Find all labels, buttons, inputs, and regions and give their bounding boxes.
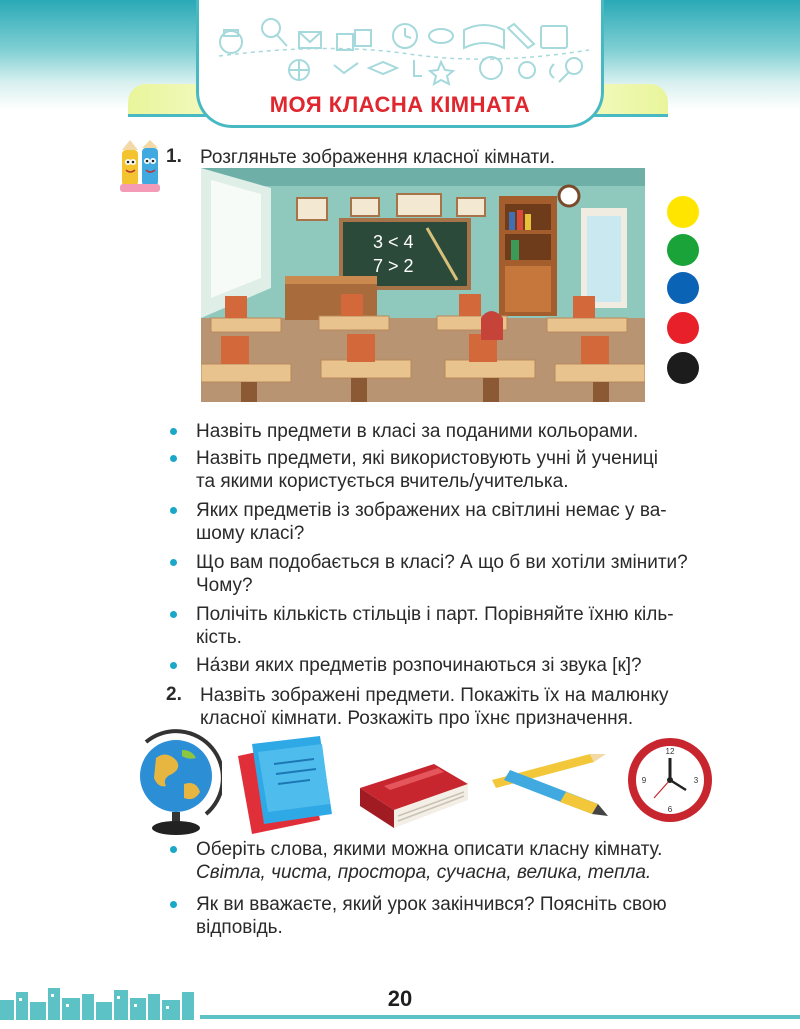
bullet-item: На́зви яких предметів розпочинаються зі звука [к]? (166, 654, 726, 677)
bullet-item: Що вам подобається в класі? А що б ви хотіли змінити? Чому? (166, 551, 726, 597)
notebooks-icon (234, 734, 340, 834)
school-objects (130, 728, 720, 838)
svg-text:3: 3 (693, 776, 699, 785)
board-line-1: 3 < 4 (373, 232, 414, 252)
board-line-2: 7 > 2 (373, 256, 414, 276)
bullet-item: Оберіть слова, якими можна описати класну кімнату. Світла, чиста, простора, сучасна, велика, тепла. (166, 838, 726, 884)
task-1-text: Розгляньте зображення класної кімнати. (200, 147, 556, 168)
task-1-number: 1. (166, 146, 182, 167)
bullet-item: Полічіть кількість стільців і парт. Порівняйте їхню кіль- кість. (166, 603, 726, 649)
svg-text:12: 12 (665, 747, 675, 756)
bullet-item: Назвіть предмети в класі за поданими кольорами. (166, 420, 726, 443)
pens-icon (486, 742, 610, 832)
svg-text:6: 6 (667, 805, 673, 814)
color-dot-yellow (667, 196, 699, 228)
task-2-number: 2. (166, 684, 182, 705)
color-dot-green (667, 234, 699, 266)
bullet-item: Назвіть предмети, які використовують учні й учениці та якими користується вчитель/учителька. (166, 447, 726, 493)
color-dot-blue (667, 272, 699, 304)
page-title: МОЯ КЛАСНА КІМНАТА (269, 92, 531, 117)
bullet-item: Як ви вважаєте, який урок закінчився? Поясніть свою відповідь. (166, 893, 726, 939)
classroom-photo (201, 168, 645, 402)
clock-icon (624, 728, 716, 834)
task-2-text-line-1: Назвіть зображені предмети. Покажіть їх на малюнку (200, 685, 669, 706)
book-icon (354, 758, 474, 834)
color-dot-black (667, 352, 699, 384)
color-dot-red (667, 312, 699, 344)
footer-line (200, 1015, 800, 1019)
school-doodles-icon (209, 10, 599, 90)
city-skyline-icon (0, 988, 200, 1020)
page-number: 20 (387, 986, 413, 1011)
globe-icon (130, 728, 222, 836)
svg-text:9: 9 (641, 776, 647, 785)
task-2-text-line-2: класної кімнати. Розкажіть про їхнє призначення. (200, 708, 634, 729)
bullet-item: Яких предметів із зображених на світлині немає у ва- шому класі? (166, 499, 726, 545)
pencils-mascot-icon (118, 140, 164, 194)
